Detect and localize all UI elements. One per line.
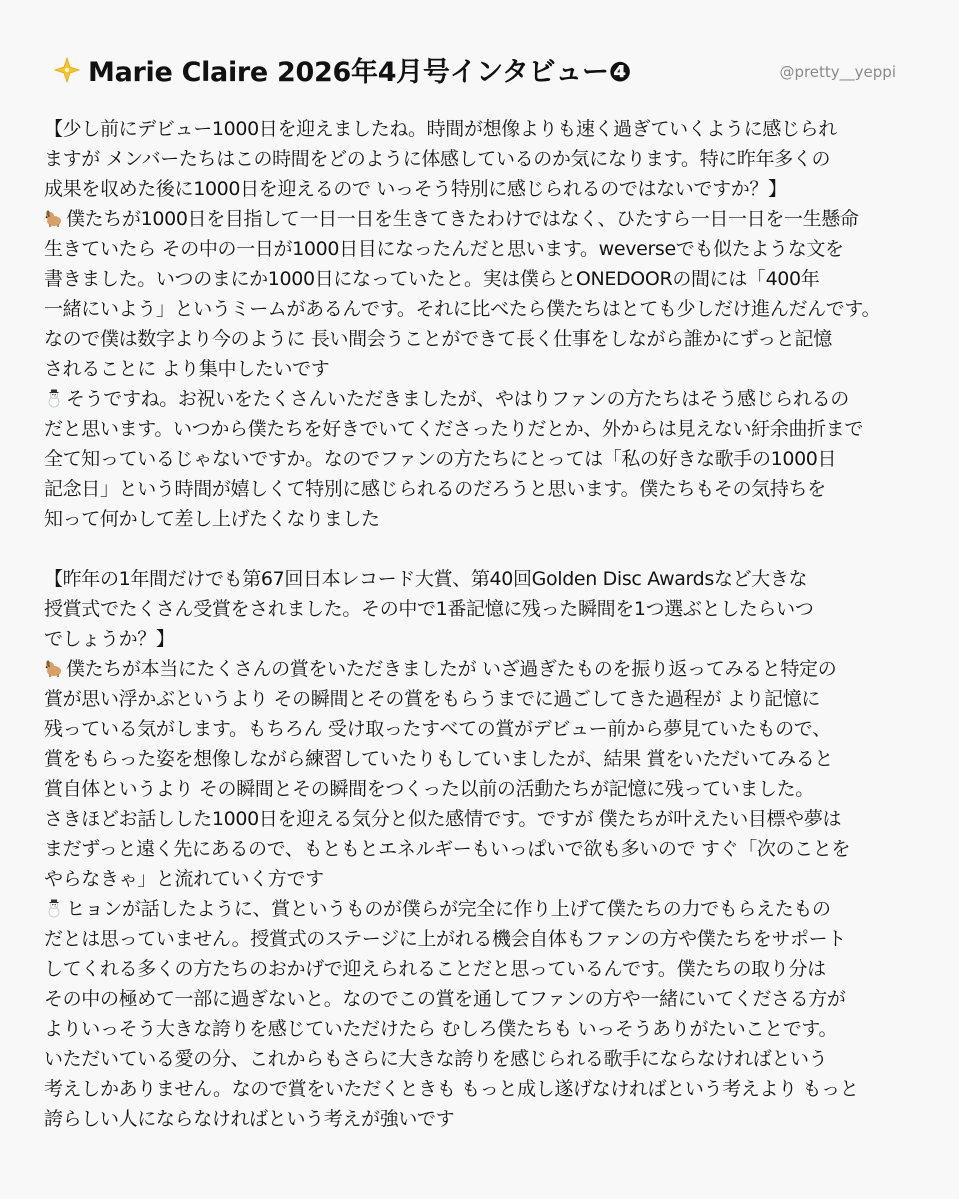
answer-line: 知って何かして差し上げたくなりました	[44, 508, 380, 530]
answer-line-first	[44, 384, 934, 414]
answer-text: そうですね。お祝いをたくさんいただきましたが、やはりファンの方たちはそう感じられるの	[66, 388, 849, 410]
answer-line: なので僕は数字より今のように 長い間会うことができて長く仕事をしながら誰かにずっと記憶	[44, 328, 832, 350]
dog-icon	[44, 658, 64, 678]
dog-icon	[44, 208, 64, 228]
answer-line: 生きていたら その中の一日が1000日目になったんだと思います。weverseでも似たような文を	[44, 238, 844, 260]
question-line: 授賞式でたくさん受賞をされました。その中で1番記憶に残った瞬間を1つ選ぶとしたらいつ	[44, 598, 814, 620]
question-line: 【少し前にデビュー1000日を迎えましたね。時間が想像よりも速く過ぎていくように感じられ	[44, 118, 837, 140]
answer-line: 誇らしい人にならなければという考えが強いです	[44, 1108, 455, 1130]
question-line: ますが メンバーたちはこの時間をどのように体感しているのか気になります。特に昨年多くの	[44, 148, 831, 170]
section-spacer	[44, 534, 934, 564]
answer-line: 賞をもらった姿を想像しながら練習していたりもしていましたが、結果 賞をいただいてみると	[44, 748, 833, 770]
answer-line: いただいている愛の分、これからもさらに大きな誇りを感じられる歌手にならなければという	[44, 1048, 828, 1070]
answer-line: やらなきゃ」と流れていく方です	[44, 868, 324, 890]
answer-line: 書きました。いつのまにか1000日になっていたと。実は僕らとONEDOORの間には「400年	[44, 268, 820, 290]
snowman-icon	[44, 898, 64, 918]
answer-line: だと思います。いつから僕たちを好きでいてくださったりだとか、外からは見えない紆余曲折まで	[44, 418, 864, 440]
answer-line: してくれる多くの方たちのおかげで迎えられることだと思っているんです。僕たちの取り分は	[44, 958, 826, 980]
author-handle: @pretty__yeppi	[779, 63, 896, 81]
header	[52, 50, 631, 89]
page-title: Marie Claire 2026年4月号インタビュー❹	[88, 57, 632, 88]
answer-line: まだずっと遠く先にあるので、もともとエネルギーもいっぱいで欲も多いので すぐ「次のことを	[44, 838, 851, 860]
answer-line: されることに より集中したいです	[44, 358, 330, 380]
answer-text: 僕たちが1000日を目指して一日一日を生きてきたわけではなく、ひたすら一日一日を一生懸命	[66, 208, 859, 230]
answer-line-first	[44, 894, 934, 924]
answer-line: だとは思っていません。授賞式のステージに上がれる機会自体もファンの方や僕たちをサポート	[44, 928, 846, 950]
question-line: でしょうか？】	[44, 628, 175, 650]
interview-body	[44, 114, 934, 1134]
answer-line: 賞が思い浮かぶというより その瞬間とその賞をもらうまでに過ごしてきた過程が より記憶に	[44, 688, 821, 710]
answer-line-first	[44, 654, 934, 684]
answer-line: よりいっそう大きな誇りを感じていただけたら むしろ僕たちも いっそうありがたいことです。	[44, 1018, 838, 1040]
answer-line: さきほどお話しした1000日を迎える気分と似た感情です。ですが 僕たちが叶えたい目標や夢は	[44, 808, 842, 830]
sparkle-star-icon	[52, 55, 82, 85]
answer-line: 全て知っているじゃないですか。なのでファンの方たちにとっては「私の好きな歌手の1000日	[44, 448, 837, 470]
answer-line: 考えしかありません。なので賞をいただくときも もっと成し遂げなければという考えより もっと	[44, 1078, 859, 1100]
answer-text: ヒョンが話したように、賞というものが僕らが完全に作り上げて僕たちの力でもらえたもの	[66, 898, 831, 920]
answer-line: 記念日」という時間が嬉しくて特別に感じられるのだろうと思います。僕たちもその気持ちを	[44, 478, 826, 500]
question-line: 【昨年の1年間だけでも第67回日本レコード大賞、第40回Golden Disc Awardsなど大きな	[44, 568, 808, 590]
answer-line: 残っている気がします。もちろん 受け取ったすべての賞がデビュー前から夢見ていたもので、	[44, 718, 831, 740]
answer-text: 僕たちが本当にたくさんの賞をいただきましたが いざ過ぎたものを振り返ってみると特定の	[66, 658, 837, 680]
answer-line: 賞自体というより その瞬間とその瞬間をつくった以前の活動たちが記憶に残っていました。	[44, 778, 814, 800]
question-line: 成果を収めた後に1000日を迎えるので いっそう特別に感じられるのではないですか？】	[44, 178, 787, 200]
snowman-icon	[44, 388, 64, 408]
answer-line-first	[44, 204, 934, 234]
answer-line: 一緒にいよう」というミームがあるんです。それに比べたら僕たちはとても少しだけ進んだんです。	[44, 298, 881, 320]
answer-line: その中の極めて一部に過ぎないと。なのでこの賞を通してファンの方や一緒にいてくださる方が	[44, 988, 846, 1010]
